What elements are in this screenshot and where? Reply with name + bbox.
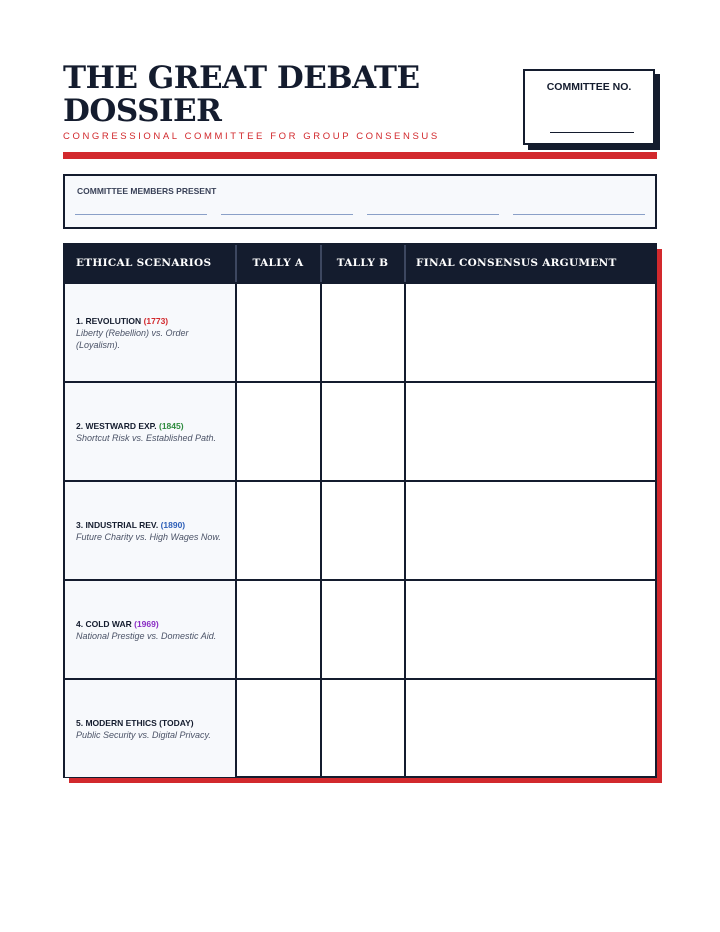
column-divider [235, 245, 237, 776]
table-row [65, 579, 655, 678]
header-ethical-scenarios: ETHICAL SCENARIOS [76, 257, 212, 269]
committee-number-box [523, 69, 655, 145]
members-present-box [63, 174, 657, 229]
title-line-2: DOSSIER [63, 93, 222, 129]
table-header [65, 245, 655, 282]
member-signature-line[interactable] [367, 214, 499, 215]
table-row [65, 381, 655, 480]
column-divider [404, 245, 406, 776]
header-divider [235, 245, 237, 282]
scenario-description: Public Security vs. Digital Privacy. [76, 729, 211, 740]
scenario-year: (1773) [143, 315, 169, 326]
scenario-cell [65, 482, 235, 579]
header-tally-b: TALLY B [336, 257, 389, 269]
header-tally-a: TALLY A [252, 257, 304, 269]
scenario-title: 5. MODERN ETHICS [76, 717, 157, 728]
scenario-year: (1969) [134, 618, 159, 629]
scenario-description: Shortcut Risk vs. Established Path. [76, 432, 217, 443]
table-row [65, 282, 655, 381]
scenario-year: (1845) [158, 420, 184, 431]
scenario-cell [65, 383, 235, 480]
scenario-year: (1890) [160, 519, 186, 530]
scenario-cell [65, 284, 235, 381]
document-subtitle: CONGRESSIONAL COMMITTEE FOR GROUP CONSENSUS [63, 131, 440, 142]
scenario-description: Future Charity vs. High Wages Now. [76, 531, 221, 542]
table-row [65, 678, 655, 777]
header-divider [320, 245, 322, 282]
scenario-title: 1. REVOLUTION [76, 315, 142, 326]
column-divider [320, 245, 322, 776]
header-divider [404, 245, 406, 282]
scenario-description: National Prestige vs. Domestic Aid. [76, 630, 217, 641]
committee-number-label: COMMITTEE NO. [546, 81, 632, 93]
member-signature-line[interactable] [221, 214, 353, 215]
scenario-cell [65, 680, 235, 777]
scenario-cell [65, 581, 235, 678]
table-row [65, 480, 655, 579]
title-line-1: THE GREAT DEBATE [63, 60, 420, 96]
scenarios-table [63, 243, 657, 778]
scenario-title: 4. COLD WAR [76, 618, 132, 629]
header-divider [63, 152, 657, 159]
scenario-title: 2. WESTWARD EXP. [76, 420, 157, 431]
members-present-label: COMMITTEE MEMBERS PRESENT [77, 186, 217, 196]
member-signature-line[interactable] [513, 214, 645, 215]
header-final-consensus: FINAL CONSENSUS ARGUMENT [416, 257, 617, 269]
scenario-year: (TODAY) [159, 717, 194, 728]
member-signature-line[interactable] [75, 214, 207, 215]
document-title [63, 62, 503, 128]
committee-number-field[interactable] [550, 132, 634, 133]
scenario-title: 3. INDUSTRIAL REV. [76, 519, 159, 530]
scenario-description: Liberty (Rebellion) vs. Order (Loyalism). [76, 327, 189, 350]
